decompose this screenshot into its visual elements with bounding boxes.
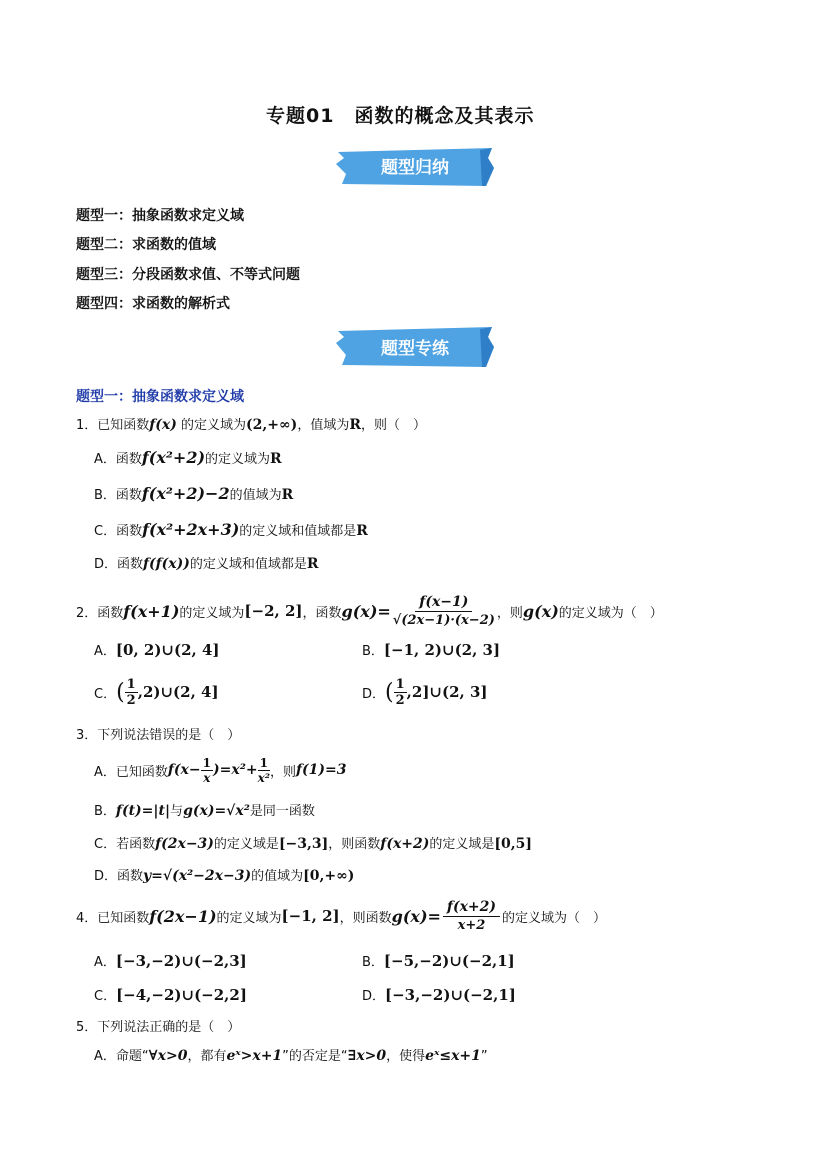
banner-practice <box>332 325 498 369</box>
q1-option-a <box>94 448 282 467</box>
question-3: 3．下列说法错误的是（ ） <box>76 728 241 743</box>
fraction-numerator: f(x−1) <box>415 594 472 612</box>
q4-domain: [−1, 2] <box>281 907 340 925</box>
question-4 <box>76 898 606 934</box>
option-expr-1: ∀x>0 <box>148 1048 188 1064</box>
option-expr-2: )=x²+ <box>213 762 258 778</box>
option-label: C．函数 <box>94 524 143 539</box>
option-expr: ,2)∪(2, 4] <box>137 683 219 701</box>
fraction-numerator: 1 <box>202 755 211 770</box>
q4-option-b <box>362 951 515 970</box>
paren-open: ( <box>385 679 394 705</box>
fraction-denominator: 2 <box>395 692 405 708</box>
q2-option-b <box>362 640 500 659</box>
option-text: 的值域为 <box>251 869 304 884</box>
paren-open: ( <box>116 679 125 705</box>
option-expr: [−4,−2)∪(−2,2] <box>116 986 247 1004</box>
q4-mid2: ，则函数 <box>339 910 392 926</box>
fraction-numerator: 1 <box>126 676 136 692</box>
q3-option-a <box>94 752 347 788</box>
q2-mid3: ，则 <box>496 605 523 621</box>
page-title: 专题01 函数的概念及其表示 <box>266 105 535 127</box>
option-expr: ,2]∪(2, 3] <box>406 683 488 701</box>
q1-tail: ，则（ ） <box>360 418 426 433</box>
option-expr-2: eˣ>x+1 <box>226 1048 283 1064</box>
q3-option-b <box>94 800 315 819</box>
option-R: R <box>356 523 368 539</box>
option-label: C． <box>94 989 117 1004</box>
q4-gx: g(x)= <box>391 906 441 926</box>
q2-gx: g(x)= <box>341 601 391 621</box>
q2-tail: 的定义域为（ ） <box>558 605 663 621</box>
fraction-denominator: √(2x−1)·(x−2) <box>392 612 495 628</box>
fraction-half <box>125 677 138 708</box>
option-label: C． <box>94 686 117 702</box>
option-expr-1: f(2x−3) <box>155 836 214 852</box>
q2-fx: f(x+1) <box>123 601 180 621</box>
q3-option-d <box>94 865 354 884</box>
q2-option-d <box>362 674 488 710</box>
option-expr-2: f(x+2) <box>380 836 430 852</box>
option-text: 的值域为 <box>229 488 282 503</box>
q2-fraction <box>393 594 495 629</box>
banner-shade <box>480 327 494 367</box>
option-text-3: ，使得 <box>386 1049 426 1064</box>
banner-shade <box>480 148 494 186</box>
q1-fx: f(x) <box>149 417 177 433</box>
q1-R: R <box>349 417 361 433</box>
option-domain-2: [0,5] <box>494 836 533 852</box>
category-item-4: 题型四：求函数的解析式 <box>76 296 230 312</box>
option-label: A．函数 <box>94 452 142 467</box>
q2-option-a <box>94 640 220 659</box>
fraction-denominator: 2 <box>126 692 136 708</box>
q2-mid1: 的定义域为 <box>179 605 245 621</box>
fraction-denominator: x+2 <box>457 917 486 933</box>
option-expr-2: g(x)=√x² <box>183 803 250 819</box>
option-text-2: 是同一函数 <box>249 804 315 819</box>
option-expr: f(x²+2) <box>141 448 206 467</box>
q4-mid1: 的定义域为 <box>216 910 282 926</box>
q4-tail: 的定义域为（ ） <box>502 910 607 926</box>
q1-mid1: 的定义域为 <box>176 418 247 433</box>
option-label: A． <box>94 644 116 659</box>
banner-label: 题型归纳 <box>381 158 449 178</box>
option-expr: f(x²+2)−2 <box>141 484 230 503</box>
fraction-half <box>394 677 407 708</box>
q3-option-c <box>94 833 532 852</box>
question-1 <box>76 414 426 433</box>
section-heading: 题型一：抽象函数求定义域 <box>76 389 244 405</box>
option-text-3: 的定义域是 <box>429 837 495 852</box>
q4-option-a <box>94 951 247 970</box>
q2-lead: 2．函数 <box>76 605 124 621</box>
option-text: 的定义域为 <box>205 452 271 467</box>
q1-option-c <box>94 520 368 539</box>
category-item-1: 题型一：抽象函数求定义域 <box>76 208 244 224</box>
option-text-2: ，则函数 <box>328 837 381 852</box>
option-label: D．函数 <box>94 557 144 572</box>
q1-domain: (2,+∞) <box>246 417 298 433</box>
fraction-numerator: 1 <box>395 676 405 692</box>
option-text-2: ”的否定是“ <box>282 1049 348 1064</box>
category-item-3: 题型三：分段函数求值、不等式问题 <box>76 267 300 283</box>
option-expr: f(f(x)) <box>143 556 190 572</box>
q4-lead: 4．已知函数 <box>76 910 150 926</box>
option-domain: [0,+∞) <box>303 868 355 884</box>
option-label: B．函数 <box>94 488 142 503</box>
option-expr: f(x²+2x+3) <box>142 520 240 539</box>
fraction-numerator: 1 <box>259 755 268 770</box>
q2-option-c <box>94 674 219 710</box>
option-R: R <box>270 451 282 467</box>
option-expr: [−3,−2)∪(−2,1] <box>385 986 516 1004</box>
option-expr-3: f(1)=3 <box>296 762 347 778</box>
option-expr: [0, 2)∪(2, 4] <box>115 641 220 659</box>
q4-fx: f(2x−1) <box>149 906 217 926</box>
fraction-numerator: f(x+2) <box>443 899 500 917</box>
fraction-denominator: x <box>203 770 211 785</box>
option-label: A． <box>94 955 116 970</box>
option-text-1: 的定义域是 <box>213 837 279 852</box>
option-label: D． <box>362 686 386 702</box>
option-text-1: 与 <box>170 804 184 819</box>
q4-option-d <box>362 985 516 1004</box>
option-expr-1: f(t)=|t| <box>115 803 171 819</box>
option-label: D．函数 <box>94 869 144 884</box>
question-5: 5．下列说法正确的是（ ） <box>76 1020 241 1035</box>
q1-option-b <box>94 484 293 503</box>
q1-mid2: ，值域为 <box>297 418 350 433</box>
option-label: B． <box>362 955 384 970</box>
option-domain-1: [−3,3] <box>278 836 329 852</box>
q5-option-a <box>94 1045 488 1064</box>
option-text: ，则 <box>270 764 297 780</box>
option-expr-3: ∃x>0 <box>347 1048 387 1064</box>
banner-label: 题型专练 <box>381 339 449 359</box>
fraction-denominator: x² <box>257 770 270 785</box>
fraction-1 <box>201 756 213 785</box>
q2-gx2: g(x) <box>522 601 559 621</box>
option-label: B． <box>362 644 384 659</box>
q1-lead: 1．已知函数 <box>76 418 150 433</box>
option-label: A．命题“ <box>94 1049 149 1064</box>
option-expr-1: f(x− <box>167 762 201 778</box>
q1-option-d <box>94 553 319 572</box>
category-item-2: 题型二：求函数的值域 <box>76 237 216 253</box>
option-label: C．若函数 <box>94 837 156 852</box>
option-label: D． <box>362 989 386 1004</box>
q2-domain: [−2, 2] <box>244 602 303 620</box>
option-R: R <box>281 487 294 503</box>
q4-option-c <box>94 985 247 1004</box>
option-expr: [−1, 2)∪(2, 3] <box>383 641 501 659</box>
option-expr: [−5,−2)∪(−2,1] <box>383 952 515 970</box>
option-expr-4: eˣ≤x+1 <box>425 1048 481 1064</box>
option-text: 的定义域和值域都是 <box>239 524 357 539</box>
fraction-2 <box>258 756 270 785</box>
option-expr: [−3,−2)∪(−2,3] <box>115 952 247 970</box>
q4-fraction <box>443 899 500 934</box>
option-text-1: ，都有 <box>187 1049 227 1064</box>
option-text: 的定义域和值域都是 <box>189 557 307 572</box>
option-expr: y=√(x²−2x−3) <box>143 868 252 884</box>
banner-question-types <box>332 146 498 188</box>
option-label: B． <box>94 804 116 819</box>
question-2 <box>76 593 663 629</box>
option-label: A．已知函数 <box>94 764 168 780</box>
q2-mid2: ，函数 <box>302 605 342 621</box>
option-text-4: ” <box>480 1049 488 1064</box>
option-R: R <box>306 556 319 572</box>
